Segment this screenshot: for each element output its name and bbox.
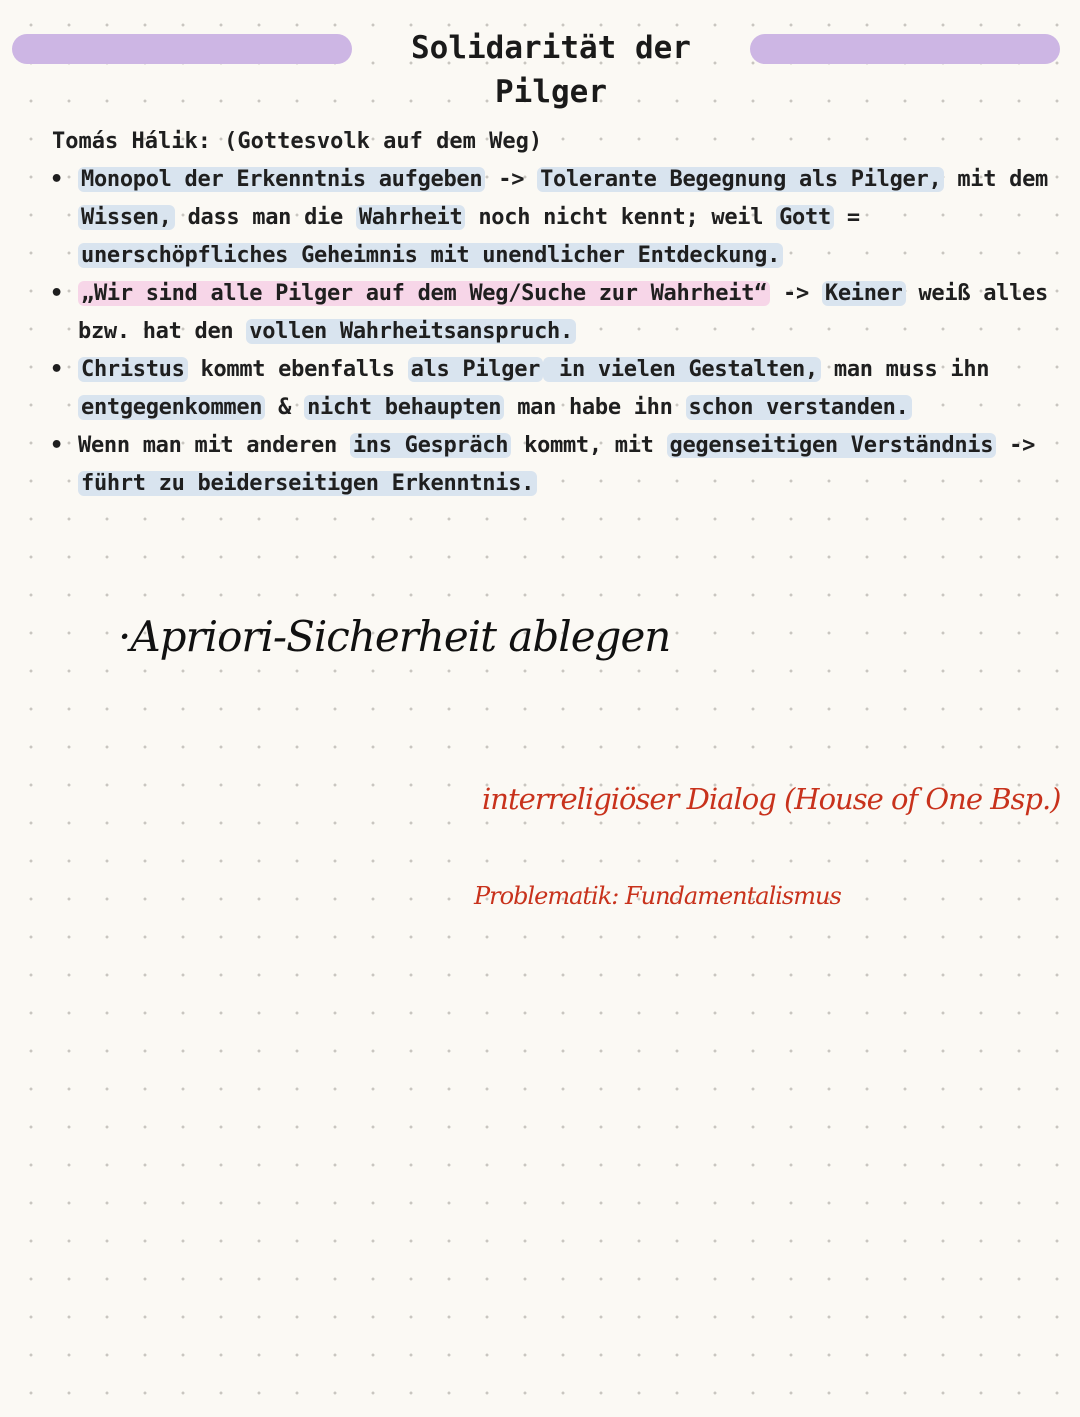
handwritten-note-dialog: interreligiöser Dialog (House of One Bsp.): [482, 782, 1061, 816]
note-text: Wenn man mit anderen: [78, 433, 350, 458]
title-decoration-right: [750, 34, 1060, 64]
section-heading: Tomás Hálik: (Gottesvolk auf dem Weg): [52, 129, 543, 154]
note-text: man muss ihn: [820, 357, 990, 382]
highlighted-text: Christus: [78, 357, 188, 382]
handwritten-note-problematik: Problematik: Fundamentalismus: [474, 882, 841, 910]
highlighted-text: Wissen,: [78, 205, 175, 230]
bullet-item: [50, 351, 1070, 427]
note-text: man habe ihn: [504, 395, 686, 420]
bullet-item: [50, 275, 1070, 351]
note-text: ->: [770, 281, 822, 306]
highlighted-text: als Pilger: [408, 357, 543, 382]
highlighted-text: gegenseitigen Verständnis: [667, 433, 997, 458]
bullet-icon: •: [50, 357, 63, 382]
note-text: weiß alles bzw. hat den: [78, 281, 1048, 344]
handwritten-note-apriori: ·Apriori-Sicherheit ablegen: [118, 612, 671, 661]
highlighted-text: ins Gespräch: [350, 433, 511, 458]
highlighted-text: Tolerante Begegnung als Pilger,: [537, 167, 944, 192]
bullet-icon: •: [50, 281, 63, 306]
highlighted-text: vollen Wahrheitsanspruch.: [246, 319, 576, 344]
note-text: ->: [996, 433, 1036, 458]
highlighted-text: Wahrheit: [356, 205, 466, 230]
highlighted-text: führt zu beiderseitigen Erkenntnis.: [78, 471, 537, 496]
note-text: kommt ebenfalls: [187, 357, 408, 382]
bullet-list: [50, 161, 1070, 503]
note-text: mit dem: [944, 167, 1048, 192]
highlighted-text: in vielen Gestalten,: [543, 357, 821, 382]
bullet-icon: •: [50, 433, 63, 458]
bullet-item: [50, 427, 1070, 503]
note-text: noch nicht kennt; weil: [465, 205, 777, 230]
bullet-icon: •: [50, 167, 63, 192]
note-text: dass man die: [174, 205, 356, 230]
bullet-item: [50, 161, 1070, 275]
note-text: kommt, mit: [511, 433, 667, 458]
highlighted-text: „Wir sind alle Pilger auf dem Weg/Suche zur Wahrheit“: [78, 281, 770, 306]
highlighted-text: schon verstanden.: [686, 395, 912, 420]
note-text: &: [265, 395, 305, 420]
highlighted-text: nicht behaupten: [304, 395, 504, 420]
note-text: ->: [485, 167, 538, 192]
highlighted-text: Monopol der Erkenntnis aufgeben: [78, 167, 485, 192]
highlighted-text: Gott: [776, 205, 834, 230]
title-decoration-left: [12, 34, 352, 64]
highlighted-text: unerschöpfliches Geheimnis mit unendlicher Entdeckung.: [78, 243, 783, 268]
highlighted-text: entgegenkommen: [78, 395, 265, 420]
page-title: Solidarität der Pilger: [411, 30, 691, 110]
note-text: =: [833, 205, 860, 230]
highlighted-text: Keiner: [822, 281, 906, 306]
